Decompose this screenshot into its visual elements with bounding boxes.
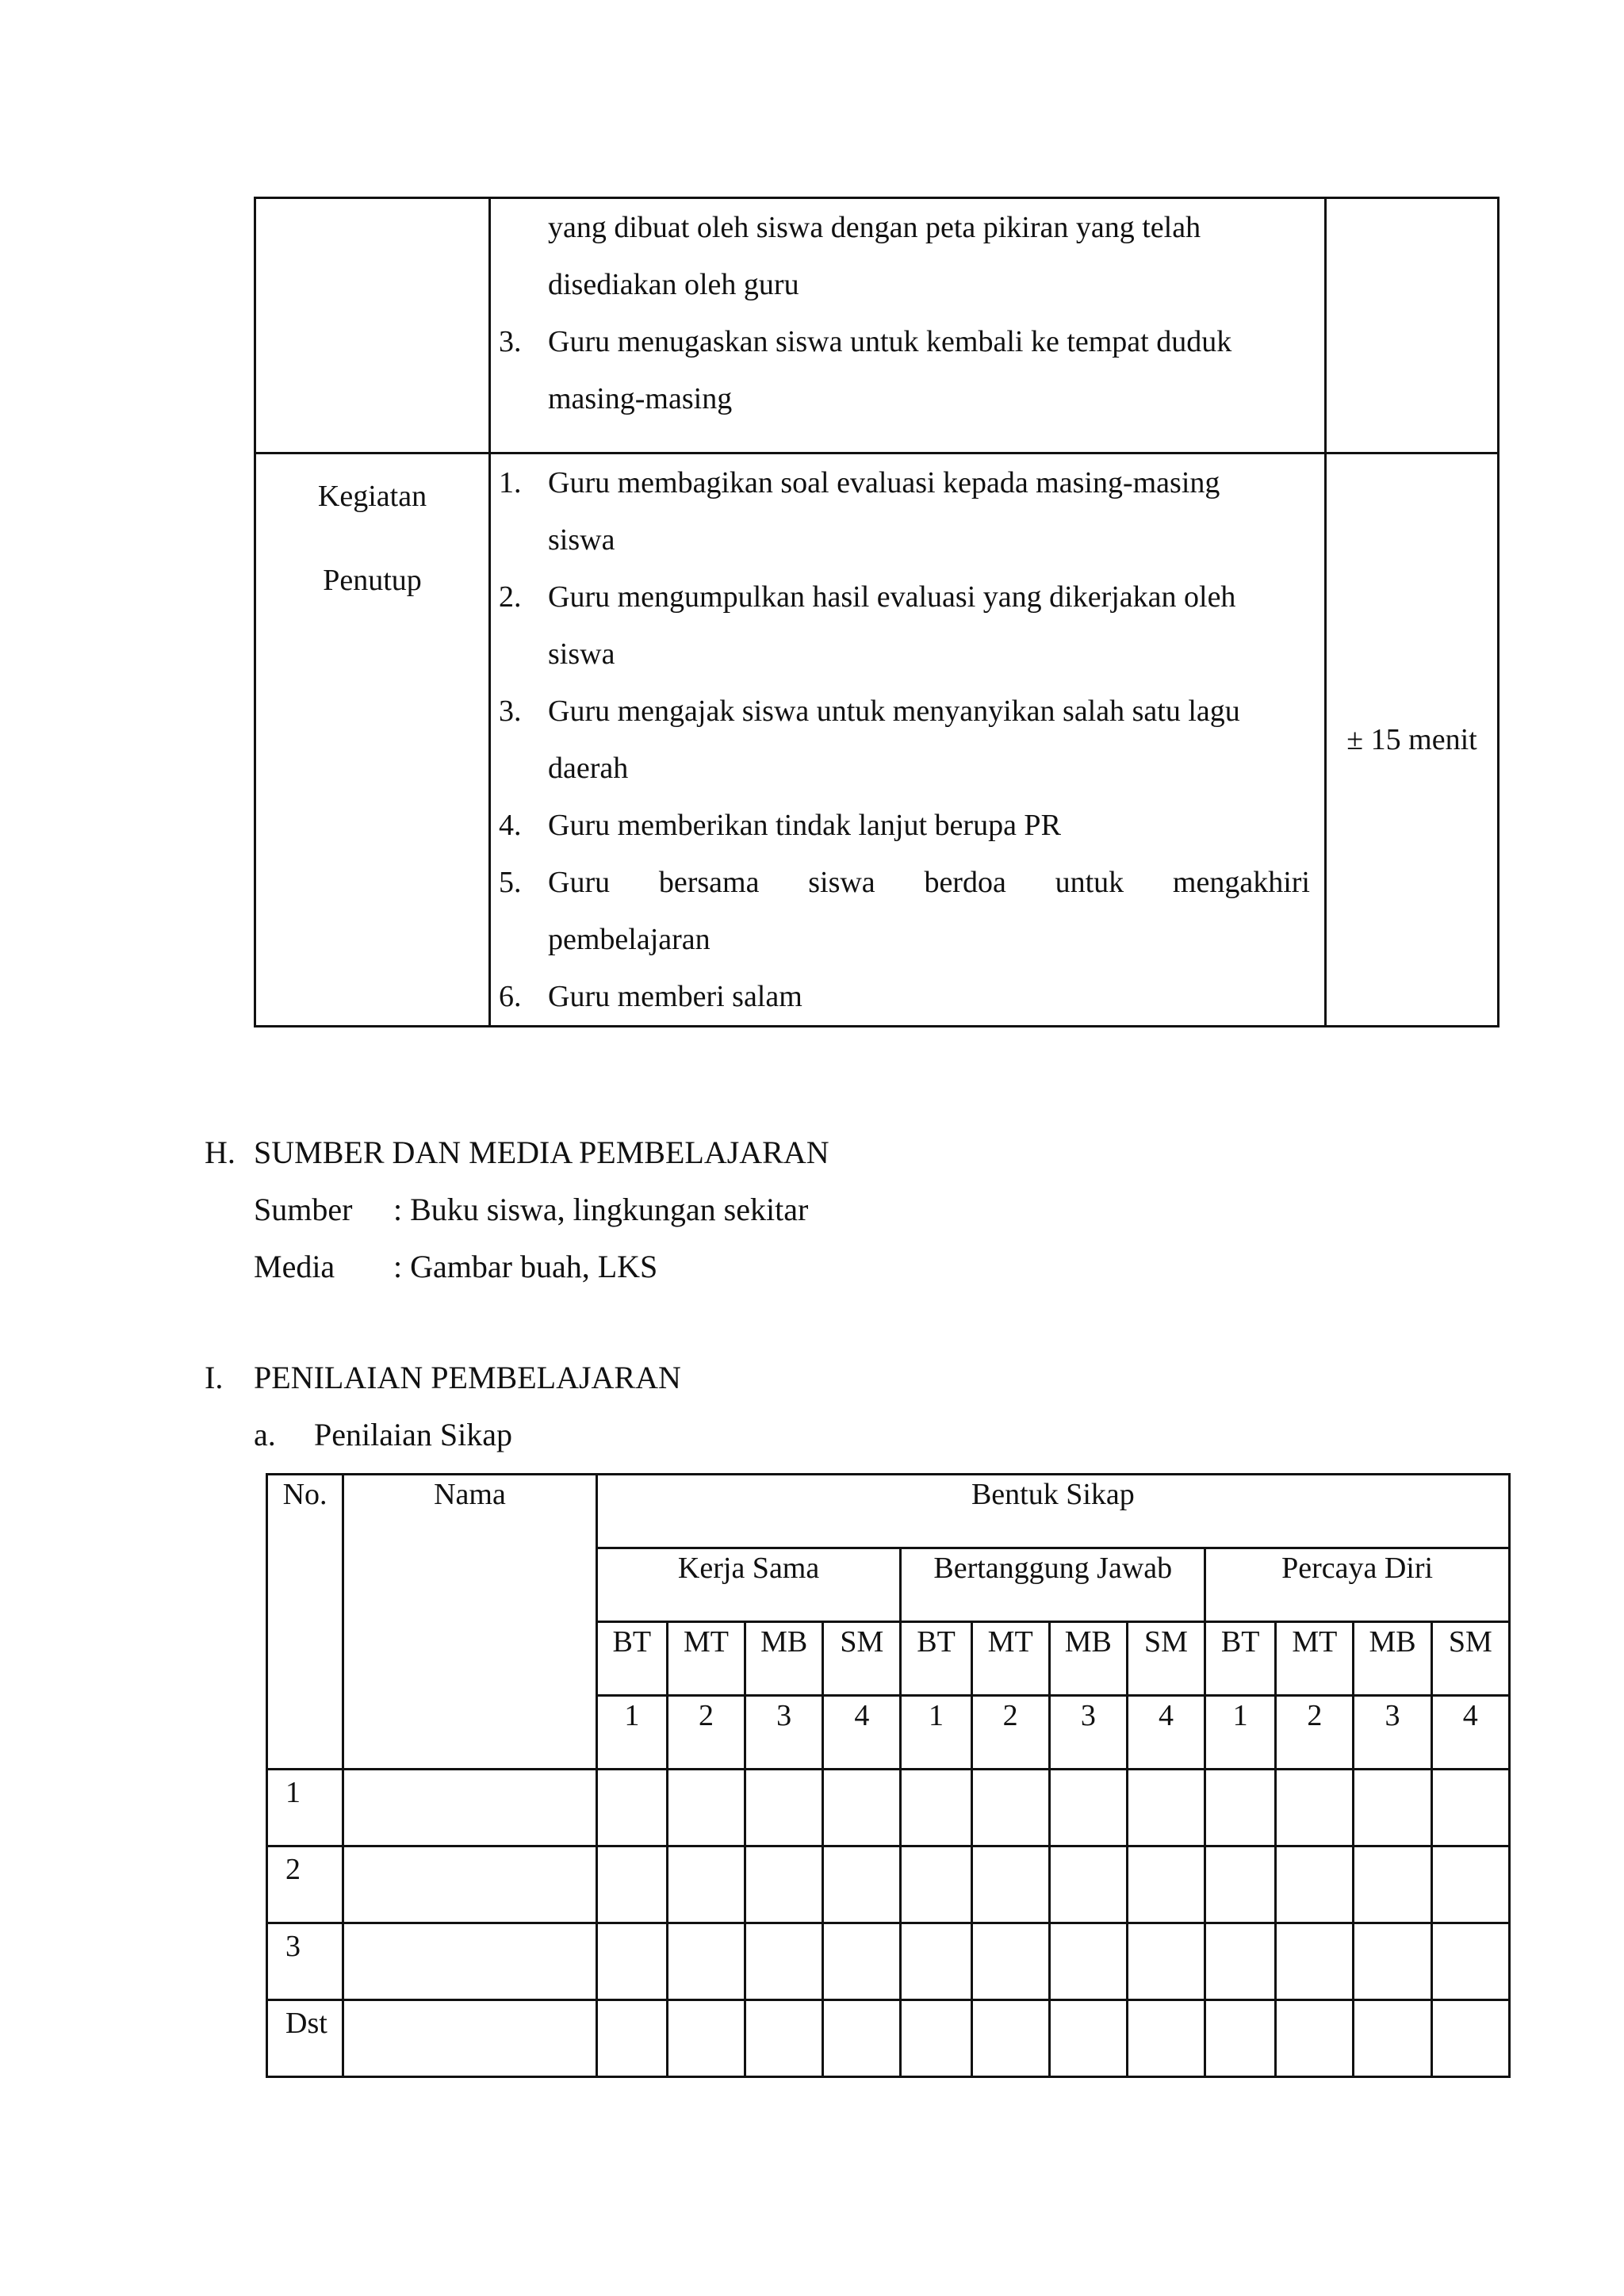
header-score: 2 [971, 1696, 1049, 1770]
activity-list [491, 199, 1324, 427]
score-cell [823, 2000, 901, 2077]
score-cell [1431, 1923, 1509, 2000]
score-cell [1205, 1770, 1276, 1846]
list-item: daerah [548, 752, 629, 785]
score-cell [1431, 2000, 1509, 2077]
header-score: 1 [1205, 1696, 1276, 1770]
header-aspect: Percaya Diri [1205, 1548, 1510, 1622]
list-item: disediakan oleh guru [548, 268, 799, 301]
header-score: 1 [901, 1696, 971, 1770]
list-item: siswa [548, 523, 615, 557]
score-cell [901, 1923, 971, 2000]
score-cell [1049, 1770, 1127, 1846]
score-cell [1205, 2000, 1276, 2077]
score-cell [1276, 1846, 1354, 1923]
score-cell [596, 1846, 667, 1923]
header-nama: Nama [343, 1475, 597, 1770]
section-i-heading [205, 1349, 681, 1406]
nama-cell [343, 1846, 597, 1923]
header-no: No. [267, 1475, 343, 1770]
list-item: siswa [548, 637, 615, 671]
list-item: 1. Guru membagikan soal evaluasi kepada masing-masing [499, 466, 1220, 499]
score-cell [1276, 2000, 1354, 2077]
header-score: 3 [1049, 1696, 1127, 1770]
header-score: 1 [596, 1696, 667, 1770]
media-value: : Gambar buah, LKS [393, 1249, 658, 1284]
row-number: 3 [267, 1923, 343, 2000]
score-cell [901, 1846, 971, 1923]
nama-cell [343, 1770, 597, 1846]
table-row [267, 1770, 1510, 1846]
header-score: 4 [1431, 1696, 1509, 1770]
list-item: 6. Guru memberi salam [499, 980, 802, 1013]
activity-cell [490, 453, 1326, 1027]
score-cell [971, 2000, 1049, 2077]
score-cell [745, 1923, 823, 2000]
score-cell [1127, 1770, 1205, 1846]
row-number: 1 [267, 1770, 343, 1846]
activity-cell [490, 198, 1326, 453]
phase-cell-empty [255, 198, 490, 453]
table-row [267, 2000, 1510, 2077]
header-bentuk-sikap: Bentuk Sikap [596, 1475, 1509, 1548]
score-cell [1354, 1923, 1431, 2000]
media-line [254, 1238, 657, 1295]
score-cell [1431, 1770, 1509, 1846]
score-cell [667, 1770, 745, 1846]
attitude-assessment-table [266, 1473, 1511, 2078]
sumber-label: Sumber [254, 1192, 353, 1227]
header-level: BT [901, 1622, 971, 1696]
score-cell [1127, 1923, 1205, 2000]
row-number: Dst [267, 2000, 343, 2077]
score-cell [823, 1770, 901, 1846]
score-cell [1205, 1846, 1276, 1923]
score-cell [1276, 1770, 1354, 1846]
score-cell [667, 1846, 745, 1923]
header-score: 4 [823, 1696, 901, 1770]
nama-cell [343, 1923, 597, 2000]
section-h-heading [205, 1124, 829, 1181]
score-cell [667, 2000, 745, 2077]
table-body [267, 1770, 1510, 2077]
subsection-heading [254, 1406, 512, 1464]
score-cell [901, 1770, 971, 1846]
header-level: MB [745, 1622, 823, 1696]
score-cell [1127, 1846, 1205, 1923]
time-cell-empty [1326, 198, 1499, 453]
list-item: pembelajaran [548, 923, 710, 956]
score-cell [1127, 2000, 1205, 2077]
header-score: 3 [1354, 1696, 1431, 1770]
section-title: PENILAIAN PEMBELAJARAN [254, 1360, 681, 1395]
subsection-letter: a. [254, 1417, 276, 1452]
score-cell [1049, 1846, 1127, 1923]
score-cell [901, 2000, 971, 2077]
time-cell: ± 15 menit [1326, 453, 1499, 1027]
table-row [255, 198, 1499, 453]
header-level: MT [971, 1622, 1049, 1696]
score-cell [1049, 2000, 1127, 2077]
section-letter: H. [205, 1135, 236, 1170]
list-item: yang dibuat oleh siswa dengan peta pikiran yang telah [548, 211, 1201, 244]
score-cell [1049, 1923, 1127, 2000]
phase-label-line1: Kegiatan [317, 480, 427, 513]
score-cell [596, 2000, 667, 2077]
score-cell [667, 1923, 745, 2000]
list-item: masing-masing [548, 382, 733, 415]
header-level: SM [1127, 1622, 1205, 1696]
score-cell [971, 1846, 1049, 1923]
section-letter: I. [205, 1360, 224, 1395]
row-number: 2 [267, 1846, 343, 1923]
activity-table [254, 197, 1500, 1027]
header-level: SM [823, 1622, 901, 1696]
table-row [267, 1923, 1510, 2000]
header-level: SM [1431, 1622, 1509, 1696]
table-row [255, 453, 1499, 1027]
section-title: SUMBER DAN MEDIA PEMBELAJARAN [254, 1135, 829, 1170]
score-cell [971, 1923, 1049, 2000]
header-score: 3 [745, 1696, 823, 1770]
header-score: 2 [1276, 1696, 1354, 1770]
score-cell [823, 1923, 901, 2000]
phase-label-line2: Penutup [323, 564, 422, 597]
list-item: 2. Guru mengumpulkan hasil evaluasi yang dikerjakan oleh [499, 580, 1236, 614]
header-row [267, 1475, 1510, 1548]
sumber-value: : Buku siswa, lingkungan sekitar [393, 1192, 809, 1227]
score-cell [1354, 1770, 1431, 1846]
header-aspect: Bertanggung Jawab [901, 1548, 1205, 1622]
header-score: 2 [667, 1696, 745, 1770]
media-label: Media [254, 1249, 335, 1284]
header-level: MT [1276, 1622, 1354, 1696]
header-level: BT [596, 1622, 667, 1696]
score-cell [745, 2000, 823, 2077]
score-cell [745, 1770, 823, 1846]
header-level: MB [1049, 1622, 1127, 1696]
list-item: 3. Guru menugaskan siswa untuk kembali ke tempat duduk [499, 325, 1232, 358]
score-cell [1276, 1923, 1354, 2000]
score-cell [1431, 1846, 1509, 1923]
score-cell [596, 1923, 667, 2000]
header-level: BT [1205, 1622, 1276, 1696]
score-cell [823, 1846, 901, 1923]
score-cell [745, 1846, 823, 1923]
sumber-line [254, 1181, 808, 1238]
list-item: 3. Guru mengajak siswa untuk menyanyikan salah satu lagu [499, 695, 1240, 728]
header-level: MB [1354, 1622, 1431, 1696]
list-item: 5. Guru bersama siswa berdoa untuk mengakhiri [499, 866, 1310, 899]
nama-cell [343, 2000, 597, 2077]
score-cell [971, 1770, 1049, 1846]
score-cell [1354, 2000, 1431, 2077]
activity-list [491, 454, 1324, 1025]
score-cell [1354, 1846, 1431, 1923]
header-score: 4 [1127, 1696, 1205, 1770]
score-cell [596, 1770, 667, 1846]
list-item: 4. Guru memberikan tindak lanjut berupa PR [499, 809, 1061, 842]
phase-cell [255, 453, 490, 1027]
header-aspect: Kerja Sama [596, 1548, 901, 1622]
table-row [267, 1846, 1510, 1923]
header-level: MT [667, 1622, 745, 1696]
score-cell [1205, 1923, 1276, 2000]
subsection-title: Penilaian Sikap [314, 1417, 512, 1452]
